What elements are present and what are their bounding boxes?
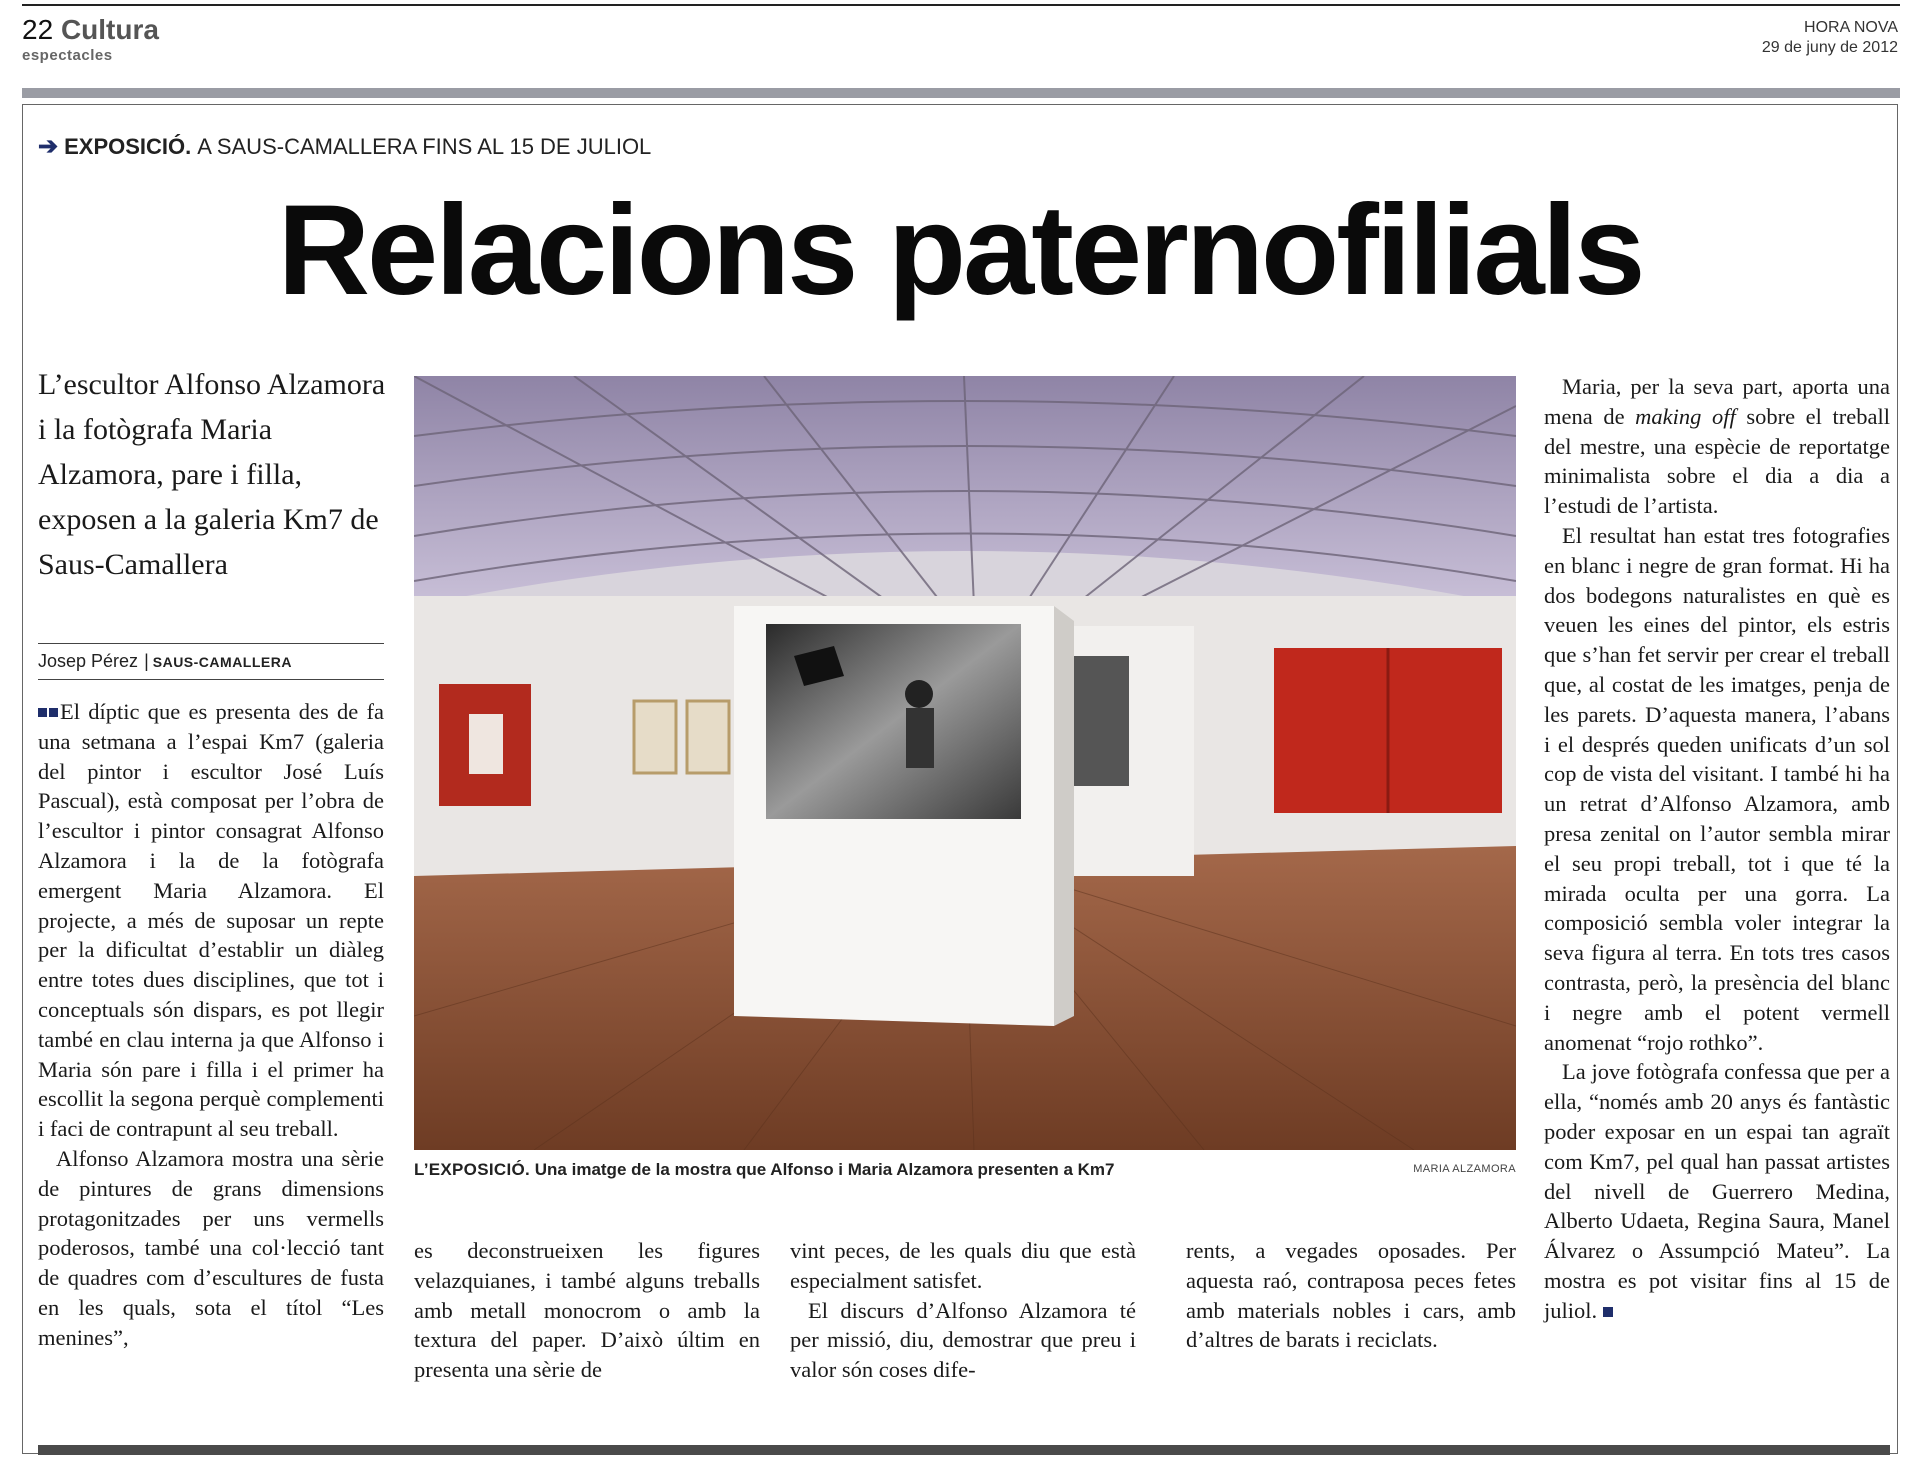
paragraph: Maria, per la seva part, aporta una mena de making off sobre el treball del mestre, una espècie de reportatge minimalista sobre el dia a dia a l’estudi de l’artista. xyxy=(1544,374,1890,519)
square-marker-icon xyxy=(49,708,58,717)
subsection-title: espectacles xyxy=(22,47,113,64)
byline-separator: | xyxy=(144,651,149,671)
paragraph: El díptic que es presenta des de fa una setmana a l’espai Km7 (galeria del pintor i escultor José Luís Pascual), està composat per l’obra de l’escultor i pintor consagrat Alfonso Alzamora i la de la fotògrafa emergent Maria Alzamora. El projecte, a més de suposar un repte per la dificultat d’establir un diàleg entre totes dues disciplines, que tot i conceptuals són dispars, es pot llegir també en clau interna ja que Alfonso i Maria són pare i filla i el primer ha escollit la segona perquè complementi i faci de contrapunt al seu treball. xyxy=(38,699,384,1142)
lead-paragraph: L’escultor Alfonso Alzamora i la fotògrafa Maria Alzamora, pare i filla, exposen a la galeria Km7 de Saus-Camallera xyxy=(38,368,386,581)
author-name: Josep Pérez xyxy=(38,651,139,671)
paragraph: vint peces, de les quals diu que està especialment satisfet. xyxy=(790,1238,1136,1293)
arrow-right-icon: ➔ xyxy=(38,133,59,160)
page-header xyxy=(22,14,159,46)
paragraph: El discurs d’Alfonso Alzamora té per missió, diu, demostrar que preu i valor són coses dife- xyxy=(790,1297,1136,1383)
newspaper-name: HORA NOVA xyxy=(1804,19,1898,36)
column-3 xyxy=(790,1236,1136,1385)
gallery-illustration xyxy=(414,376,1516,1150)
section-title: Cultura xyxy=(60,14,159,45)
page-number: 22 xyxy=(22,14,54,45)
kicker xyxy=(38,132,651,161)
paragraph: Alfonso Alzamora mostra una sèrie de pintures de grans dimensions protagonitzades per uns vermells poderosos, també una col·lecció tant de quadres com d’escultures de fusta en les quals, sota el títol “Les menines”, xyxy=(38,1145,384,1350)
gallery-photo xyxy=(414,376,1516,1150)
kicker-text: A SAUS-CAMALLERA FINS AL 15 DE JULIOL xyxy=(197,133,652,159)
caption-label: L’EXPOSICIÓ. xyxy=(414,1160,531,1179)
emphasis: making off xyxy=(1635,403,1736,429)
byline xyxy=(38,643,384,680)
end-mark-icon xyxy=(1603,1307,1613,1317)
kicker-label: EXPOSICIÓ. xyxy=(64,133,192,159)
issue-date: 29 de juny de 2012 xyxy=(1761,39,1898,56)
top-rule xyxy=(22,4,1900,6)
column-4 xyxy=(1186,1236,1516,1355)
paragraph: El resultat han estat tres fotografies en blanc i negre de gran format. Hi ha dos bodegons naturalistes en què es veuen les eines del pintor, els estris que s’han fet servir per crear el treball que, al costat de les imatges, penja de les parets. D’aquesta manera, l’abans i el després queden unificats d’un sol cop de vista del visitant. I també hi ha un retrat d’Alfonso Alzamora, amb presa zenital on l’autor sembla mirar el seu propi treball, tot i que té la mirada oculta per una gorra. La composició sembla voler integrar la seva figura al terra. En tots tres casos contrasta, però, la presència del blanc i negre amb el potent vermell anomenat “rojo rothko”. xyxy=(1544,522,1890,1055)
headline: Relacions paternofilials xyxy=(277,179,1643,322)
column-5 xyxy=(1544,372,1890,1326)
masthead-info xyxy=(1762,18,1898,58)
paragraph: rents, a vegades oposades. Per aquesta raó, contraposa peces fetes amb materials nobles i cars, amb d’altres de barats i reciclats. xyxy=(1186,1238,1516,1353)
header-band xyxy=(22,88,1900,98)
column-1 xyxy=(38,697,384,1353)
column-2 xyxy=(414,1236,760,1385)
square-marker-icon xyxy=(38,708,47,717)
caption-text: Una imatge de la mostra que Alfonso i Maria Alzamora presenten a Km7 xyxy=(534,1160,1115,1179)
paragraph: La jove fotògrafa confessa que per a ella, “només amb 20 anys és fantàstic poder exposar en un espai tan agraït com Km7, pel qual han passat artistes del nivell de Guerrero Medina, Alberto Udaeta, Regina Saura, Manel Álvarez o Assumpció Mateu”. La mostra es pot visitar fins al 15 de juliol. xyxy=(1544,1059,1890,1323)
photo-credit: MARIA ALZAMORA xyxy=(1413,1163,1516,1175)
photo-caption xyxy=(414,1160,1516,1180)
byline-location: SAUS-CAMALLERA xyxy=(152,653,292,670)
footer-band xyxy=(38,1445,1890,1455)
paragraph: es deconstrueixen les figures velazquianes, i també alguns treballs amb metall monocrom o amb la textura del paper. D’això últim en presenta una sèrie de xyxy=(414,1238,760,1383)
